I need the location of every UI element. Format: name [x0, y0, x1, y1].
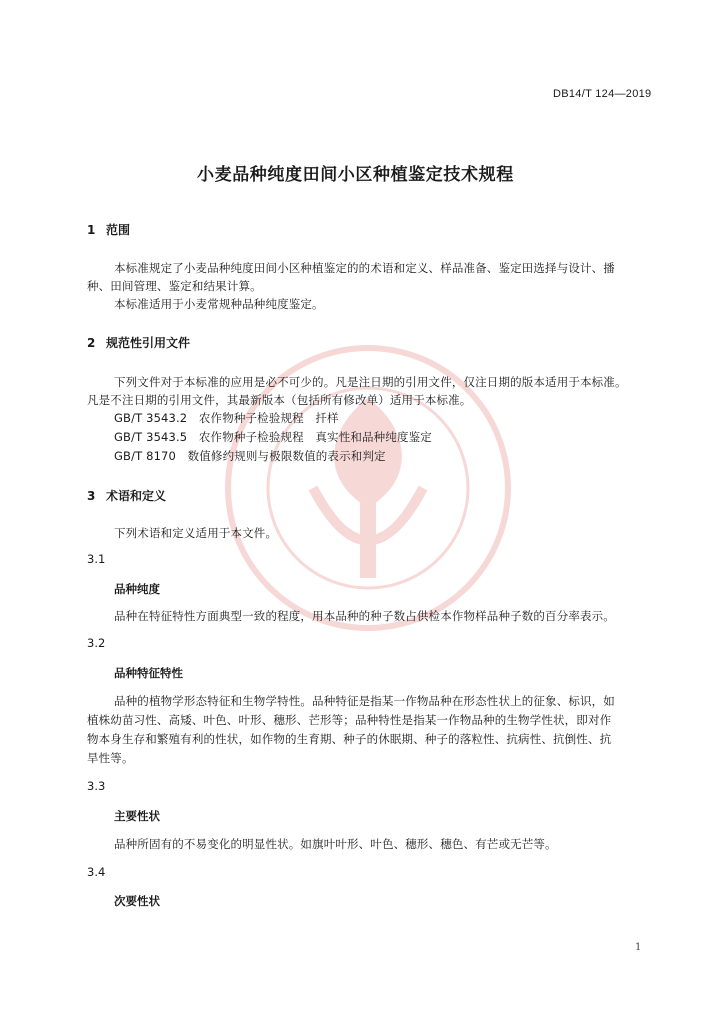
term-number: 3.1	[87, 552, 106, 566]
references-intro-line: 下列文件对于本标准的应用是必不可少的。凡是注日期的引用文件，仅注日期的版本适用于本标准。	[114, 375, 627, 389]
term-definition-line: 植株幼苗习性、高矮、叶色、叶形、穗形、芒形等；品种特性是指某一作物品种的生物学性状，即对作	[87, 713, 612, 727]
document-code: DB14/T 124—2019	[553, 88, 652, 100]
term-title: 次要性状	[114, 894, 160, 908]
scope-paragraph-line: 种、田间管理、鉴定和结果计算。	[87, 279, 262, 293]
term-definition-line: 物本身生存和繁殖有利的性状，如作物的生育期、种子的休眠期、种子的落粒性、抗病性、抗倒性、抗	[87, 732, 612, 746]
term-number: 3.4	[87, 865, 106, 879]
reference-item: GB/T 3543.2 农作物种子检验规程 扦样	[114, 411, 339, 425]
term-definition-line: 品种在特征特性方面典型一致的程度，用本品种的种子数占供检本作物样品种子数的百分率表示。	[114, 609, 615, 623]
term-title: 主要性状	[114, 809, 160, 823]
term-number: 3.2	[87, 636, 106, 650]
term-definition-line: 品种的植物学形态特征和生物学特性。品种特征是指某一作物品种在形态性状上的征象、标识，如	[114, 694, 615, 708]
section-number: 2	[87, 336, 96, 350]
term-definition-line: 旱性等。	[87, 751, 134, 765]
terms-intro: 下列术语和定义适用于本文件。	[114, 526, 278, 540]
section-title: 术语和定义	[106, 489, 167, 503]
reference-item: GB/T 3543.5 农作物种子检验规程 真实性和品种纯度鉴定	[114, 430, 432, 444]
scope-paragraph-line: 本标准规定了小麦品种纯度田间小区种植鉴定的的术语和定义、样品准备、鉴定田选择与设计、播	[114, 261, 615, 275]
section-2-heading	[87, 334, 190, 351]
term-title: 品种特征特性	[114, 666, 183, 680]
section-3-heading	[87, 487, 166, 504]
section-1-heading	[87, 221, 130, 238]
section-title: 规范性引用文件	[106, 336, 191, 350]
page-title: 小麦品种纯度田间小区种植鉴定技术规程	[197, 165, 514, 185]
term-definition-line: 品种所固有的不易变化的明显性状。如旗叶叶形、叶色、穗形、穗色、有芒或无芒等。	[114, 837, 557, 851]
section-title: 范围	[106, 223, 131, 237]
term-title: 品种纯度	[114, 582, 160, 596]
page-number: 1	[635, 942, 642, 953]
references-intro-line: 凡是不注日期的引用文件，其最新版本（包括所有修改单）适用于本标准。	[87, 393, 472, 407]
scope-paragraph: 本标准适用于小麦常规种品种纯度鉴定。	[114, 297, 324, 311]
term-number: 3.3	[87, 779, 106, 793]
section-number: 3	[87, 489, 96, 503]
reference-item: GB/T 8170 数值修约规则与极限数值的表示和判定	[114, 449, 386, 463]
section-number: 1	[87, 223, 96, 237]
